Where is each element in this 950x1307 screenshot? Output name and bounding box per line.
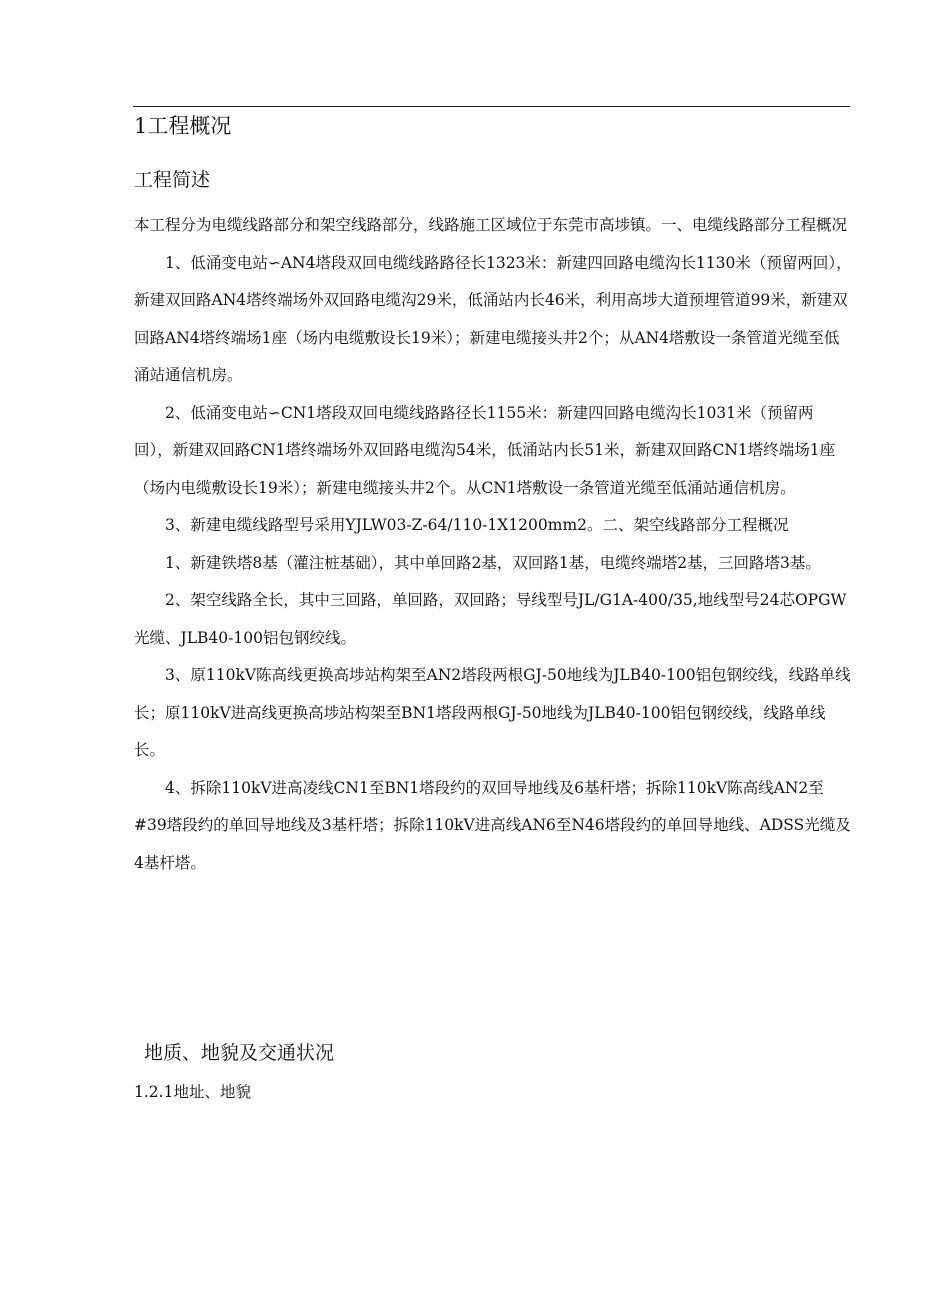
paragraph-cable-2: 2、低涌变电站∽CN1塔段双回电缆线路路径长1155米：新建四回路电缆沟长1031米（预留两回），新建双回路CN1塔终端场外双回路电缆沟54米，低涌站内长51米，新建双回路CN1塔终端场1座（场内电缆敷设长19米）；新建电缆接头井2个。从CN1塔敷设一条管道光缆至低涌站通信机房。 — [134, 403, 836, 497]
paragraph-cable-3: 3、新建电缆线路型号采用YJLW03-Z-64/110-1X1200mm2。二、架空线路部分工程概况 — [165, 516, 789, 534]
paragraph-overhead-1: 1、新建铁塔8基（灌注桩基础），其中单回路2基，双回路1基，电缆终端塔2基，三回路塔3基。 — [165, 553, 821, 572]
paragraph-overhead-3: 3、原110kV陈高线更换高埗站构架至AN2塔段两根GJ-50地线为JLB40-100铝包钢绞线，线路单线长；原110kV进高线更换高埗站构架至BN1塔段两根GJ-50地线为JLB40-100铝包钢绞线，线路单线长。 — [134, 666, 851, 759]
header-rule — [133, 106, 850, 107]
body-text — [134, 207, 852, 882]
section-2-title: 地质、地貌及交通状况 — [144, 1042, 335, 1064]
section-title: 工程简述 — [134, 169, 211, 191]
paragraph-overhead-4: 4、拆除110kV进高凌线CN1至BN1塔段约的双回导地线及6基杆塔；拆除110kV陈高线AN2至#39塔段约的单回导地线及3基杆塔；拆除110kV进高线AN6至N46塔段约的单回导地线、ADSS光缆及4基杆塔。 — [134, 778, 851, 872]
subsection-title: 1.2.1地址、地貌 — [134, 1083, 251, 1101]
paragraph-cable-1: 1、低涌变电站∽AN4塔段双回电缆线路路径长1323米：新建四回路电缆沟长1130米（预留两回），新建双回路AN4塔终端场外双回路电缆沟29米，低涌站内长46米，利用高埗大道预埋管道99米，新建双回路AN4塔终端场1座（场内电缆敷设长19米）；新建电缆接头井2个；从AN4塔敷设一条管道光缆至低涌站通信机房。 — [134, 253, 852, 384]
paragraph-intro: 本工程分为电缆线路部分和架空线路部分，线路施工区域位于东莞市高埗镇。一、电缆线路部分工程概况 — [134, 216, 848, 234]
chapter-title: 1工程概况 — [134, 114, 232, 138]
paragraph-overhead-2: 2、架空线路全长，其中三回路，单回路，双回路；导线型号JL/G1A-400/35,地线型号24芯OPGW光缆、JLB40-100铝包钢绞线。 — [134, 591, 847, 647]
